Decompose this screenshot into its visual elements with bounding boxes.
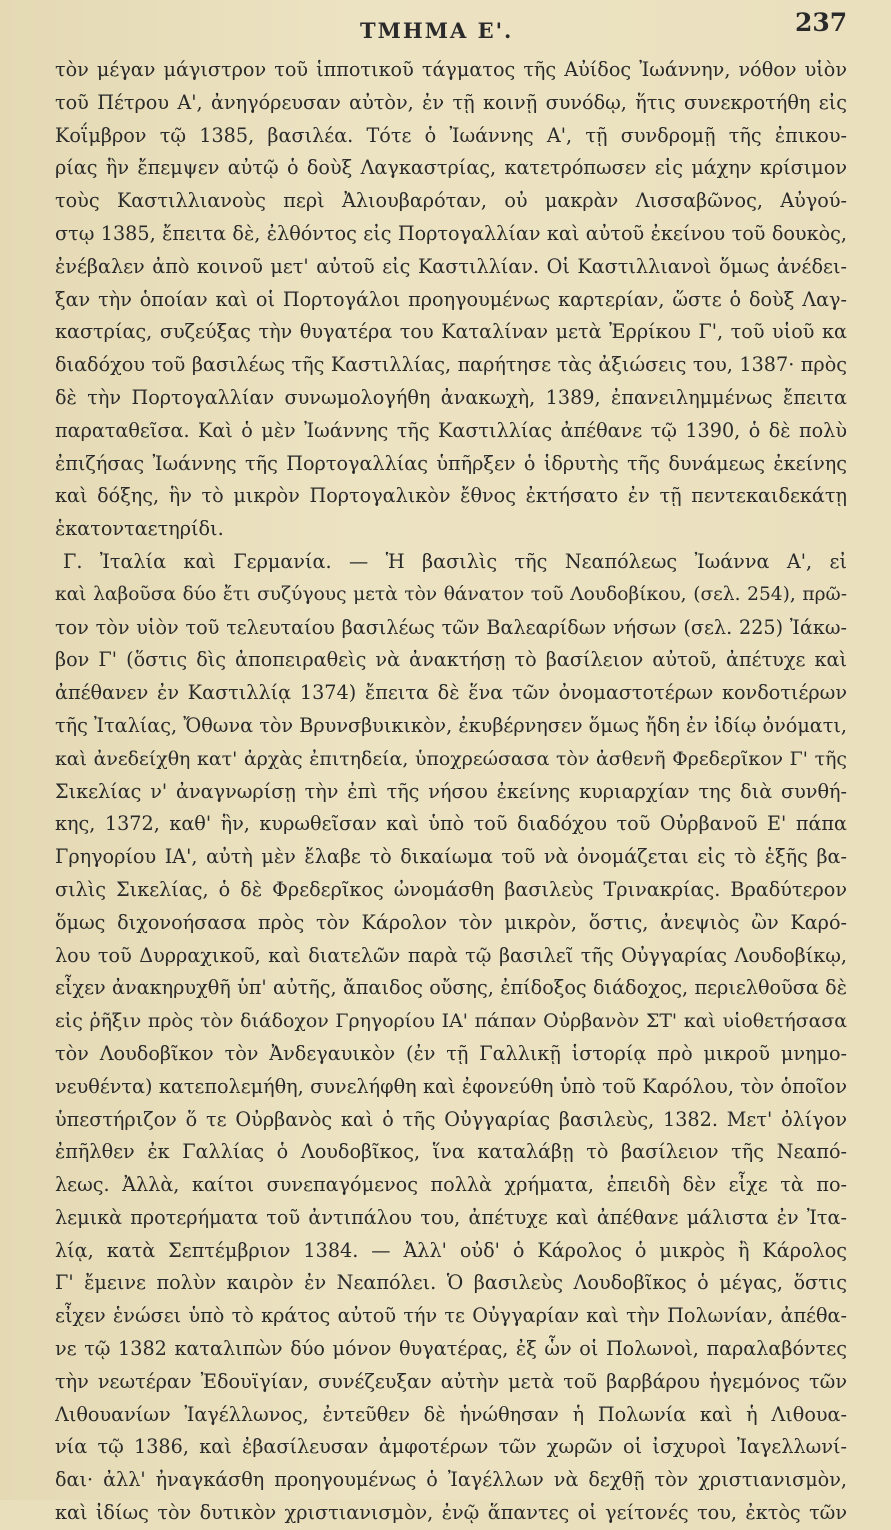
- text-line: ἐπῆλθεν ἐκ Γαλλίας ὁ Λουδοβῖκος, ἵνα καταλάβῃ τὸ βασίλειον τῆς Νεαπό-: [55, 1140, 847, 1164]
- text-line: Κοΐμβρον τῷ 1385, βασιλέα. Τότε ὁ Ἰωάννης Α', τῇ συνδρομῇ τῆς ἐπικου-: [55, 123, 847, 147]
- text-line: λίᾳ, κατὰ Σεπτέμβριον 1384. — Ἀλλ' οὐδ' ὁ Κάρολος ὁ μικρὸς ἢ Κάρολος: [55, 1238, 847, 1262]
- text-line: ἀπέθανεν ἐν Καστιλλίᾳ 1374) ἔπειτα δὲ ἕνα τῶν ὀνομαστοτέρων κονδοτιέρων: [55, 681, 847, 705]
- text-line: καὶ λαβοῦσα δύο ἔτι συζύγους μετὰ τὸν θάνατον τοῦ Λουδοβίκου, (σελ. 254), πρῶ-: [55, 583, 847, 605]
- text-line: εἶχεν ἑνώσει ὑπὸ τὸ κράτος αὐτοῦ τήν τε Οὐγγαρίαν καὶ τὴν Πολωνίαν, ἀπέθα-: [55, 1304, 847, 1328]
- text-line: εἰς ῥῆξιν πρὸς τὸν διάδοχον Γρηγορίου ΙΑ' πάπαν Οὐρβανὸν ΣΤ' καὶ υἱοθετήσασα: [55, 1010, 847, 1033]
- text-line: βον Γ' (ὅστις δὶς ἀποπειραθεὶς νὰ ἀνακτήσῃ τὸ βασίλειον αὐτοῦ, ἀπέτυχε καὶ: [55, 648, 847, 672]
- text-line: λου τοῦ Δυρραχικοῦ, καὶ διατελῶν παρὰ τῷ βασιλεῖ τῆς Οὐγγαρίας Λουδοβίκῳ,: [55, 943, 847, 967]
- text-line: εἶχεν ἀνακηρυχθῆ ὑπ' αὐτῆς, ἄπαιδος οὔσης, ἐπίδοξος διάδοχος, περιελθοῦσα δὲ: [55, 976, 847, 1000]
- text-line: τον τὸν υἱὸν τοῦ τελευταίου βασιλέως τῶν Βαλεαρίδων νήσων (σελ. 225) Ἰάκω-: [55, 615, 847, 639]
- text-line: δαι· ἀλλ' ἠναγκάσθη προηγουμένως ὁ Ἰαγέλλων νὰ δεχθῇ τὸν χριστιανισμὸν,: [55, 1468, 847, 1492]
- text-line: νε τῷ 1382 καταλιπὼν δύο μόνον θυγατέρας, ἐξ ὧν οἱ Πολωνοὶ, παραλαβόντες: [55, 1337, 847, 1361]
- text-line: τοῦ Πέτρου Α', ἀνηγόρευσαν αὐτὸν, ἐν τῇ κοινῇ συνόδῳ, ἥτις συνεκροτήθη εἰς: [55, 90, 847, 114]
- text-line: καὶ ἰδίως τὸν δυτικὸν χριστιανισμὸν, ἐνῷ ἅπαντες οἱ γείτονές του, ἐκτὸς τῶν: [55, 1501, 847, 1525]
- text-line: νευθέντα) κατεπολεμήθη, συνελήφθη καὶ ἐφονεύθη ὑπὸ τοῦ Καρόλου, τὸν ὁποῖον: [55, 1074, 847, 1098]
- text-line: ἐνέβαλεν ἀπὸ κοινοῦ μετ' αὐτοῦ εἰς Καστιλλίαν. Οἱ Καστιλλιανοὶ ὅμως ἀνέδει-: [55, 254, 847, 278]
- text-line: τῆς Ἰταλίας, Ὄθωνα τὸν Βρυνσβυικικὸν, ἐκυβέρνησεν ὅμως ἤδη ἐν ἰδίῳ ὀνόματι,: [55, 713, 847, 737]
- running-header: [0, 6, 891, 46]
- text-line: δὲ τὴν Πορτογαλλίαν συνωμολογήθη ἀνακωχὴ, 1389, ἐπανειλημμένως ἔπειτα: [55, 385, 847, 409]
- text-line: διαδόχου τοῦ βασιλέως τῆς Καστιλλίας, παρήτησε τὰς ἀξιώσεις του, 1387· πρὸς: [55, 353, 847, 377]
- text-line: καστρίας, συζεύξας τὴν θυγατέρα του Καταλίναν μετὰ Ἐρρίκου Γ', τοῦ υἱοῦ κα: [55, 320, 847, 344]
- text-line: Λιθουανίων Ἰαγέλλωνος, ἐντεῦθεν δὲ ἡνώθησαν ἡ Πολωνία καὶ ἡ Λιθουα-: [55, 1402, 847, 1426]
- text-line: ὑπεστήριζον ὅ τε Οὐρβανὸς καὶ ὁ τῆς Οὐγγαρίας βασιλεὺς, 1382. Μετ' ὀλίγον: [55, 1107, 847, 1131]
- text-line: Γ' ἔμεινε πολὺν καιρὸν ἐν Νεαπόλει. Ὁ βασιλεὺς Λουδοβῖκος ὁ μέγας, ὅστις: [55, 1271, 847, 1295]
- text-line: Γρηγορίου ΙΑ', αὐτὴ μὲν ἔλαβε τὸ δικαίωμα τοῦ νὰ ὀνομάζεται εἰς τὸ ἑξῆς βα-: [55, 845, 847, 869]
- text-line: ἐπιζήσας Ἰωάννης τῆς Πορτογαλλίας ὑπῆρξεν ὁ ἱδρυτὴς τῆς δυνάμεως ἐκείνης: [55, 451, 847, 475]
- text-line: καὶ δόξης, ἣν τὸ μικρὸν Πορτογαλικὸν ἔθνος ἐκτήσατο ἐν τῇ πεντεκαιδεκάτῃ: [55, 484, 847, 508]
- text-line: τὸν μέγαν μάγιστρον τοῦ ἱπποτικοῦ τάγματος τῆς Αὐίδος Ἰωάννην, νόθον υἱὸν: [55, 58, 847, 81]
- text-line: τὸν Λουδοβῖκον τὸν Ἀνδεγαυικὸν (ἐν τῇ Γαλλικῇ ἱστορίᾳ πρὸ μικροῦ μνημο-: [55, 1041, 847, 1065]
- body-text: [55, 54, 847, 1530]
- text-line: παραταθεῖσα. Καὶ ὁ μὲν Ἰωάννης τῆς Καστιλλίας ἀπέθανε τῷ 1390, ὁ δὲ πολὺ: [55, 418, 847, 442]
- text-line: ξαν τὴν ὁποίαν καὶ οἱ Πορτογάλοι προηγουμένως καρτερίαν, ὥστε ὁ δοὺξ Λαγ-: [55, 287, 847, 311]
- section-title: ΤΜΗΜΑ Ε'.: [360, 18, 514, 43]
- text-line: τοὺς Καστιλλιανοὺς περὶ Ἀλιουβαρόταν, οὐ μακρὰν Λισσαβῶνος, Αὐγού-: [55, 189, 847, 213]
- text-line: ἑκατονταετηρίδι.: [55, 517, 224, 541]
- text-line: σιλὶς Σικελίας, ὁ δὲ Φρεδερῖκος ὠνομάσθη βασιλεὺς Τρινακρίας. Βραδύτερον: [55, 877, 847, 901]
- text-line: ὅμως διχονοήσασα πρὸς τὸν Κάρολον τὸν μικρὸν, ὅστις, ἀνεψιὸς ὢν Καρό-: [55, 910, 847, 934]
- text-line: κης, 1372, καθ' ἣν, κυρωθεῖσαν καὶ ὑπὸ τοῦ διαδόχου τοῦ Οὐρβανοῦ Ε' πάπα: [55, 812, 847, 836]
- page-number: 237: [795, 8, 848, 37]
- text-line: Σικελίας ν' ἀναγνωρίσῃ τὴν ἐπὶ τῆς νήσου ἐκείνης κυριαρχίαν της διὰ συνθή-: [55, 779, 847, 803]
- text-line: νία τῷ 1386, καὶ ἐβασίλευσαν ἀμφοτέρων τῶν χωρῶν οἱ ἰσχυροὶ Ἰαγελλωνί-: [55, 1435, 847, 1459]
- text-line: στῳ 1385, ἔπειτα δὲ, ἐλθόντος εἰς Πορτογαλλίαν καὶ αὐτοῦ ἐκείνου τοῦ δουκὸς,: [55, 221, 847, 245]
- text-line: τὴν νεωτέραν Ἐδουϊγίαν, συνέζευξαν αὐτὴν μετὰ τοῦ βαρβάρου ἡγεμόνος τῶν: [55, 1369, 847, 1393]
- text-line: ρίας ἣν ἔπεμψεν αὐτῷ ὁ δοὺξ Λαγκαστρίας, κατετρόπωσεν εἰς μάχην κρίσιμον: [55, 156, 847, 180]
- text-line: λεως. Ἀλλὰ, καίτοι συνεπαγόμενος πολλὰ χρήματα, ἐπειδὴ δὲν εἶχε τὰ πο-: [55, 1173, 847, 1197]
- text-line: Γ. Ἰταλία καὶ Γερμανία. — Ἡ βασιλὶς τῆς Νεαπόλεως Ἰωάννα Α', εἰ: [63, 549, 847, 573]
- text-line: λεμικὰ προτερήματα τοῦ ἀντιπάλου του, ἀπέτυχε καὶ ἀπέθανε μάλιστα ἐν Ἰτα-: [55, 1205, 847, 1229]
- text-line: καὶ ἀνεδείχθη κατ' ἀρχὰς ἐπιτηδεία, ὑποχρεώσασα τὸν ἀσθενῆ Φρεδερῖκον Γ' τῆς: [55, 747, 847, 770]
